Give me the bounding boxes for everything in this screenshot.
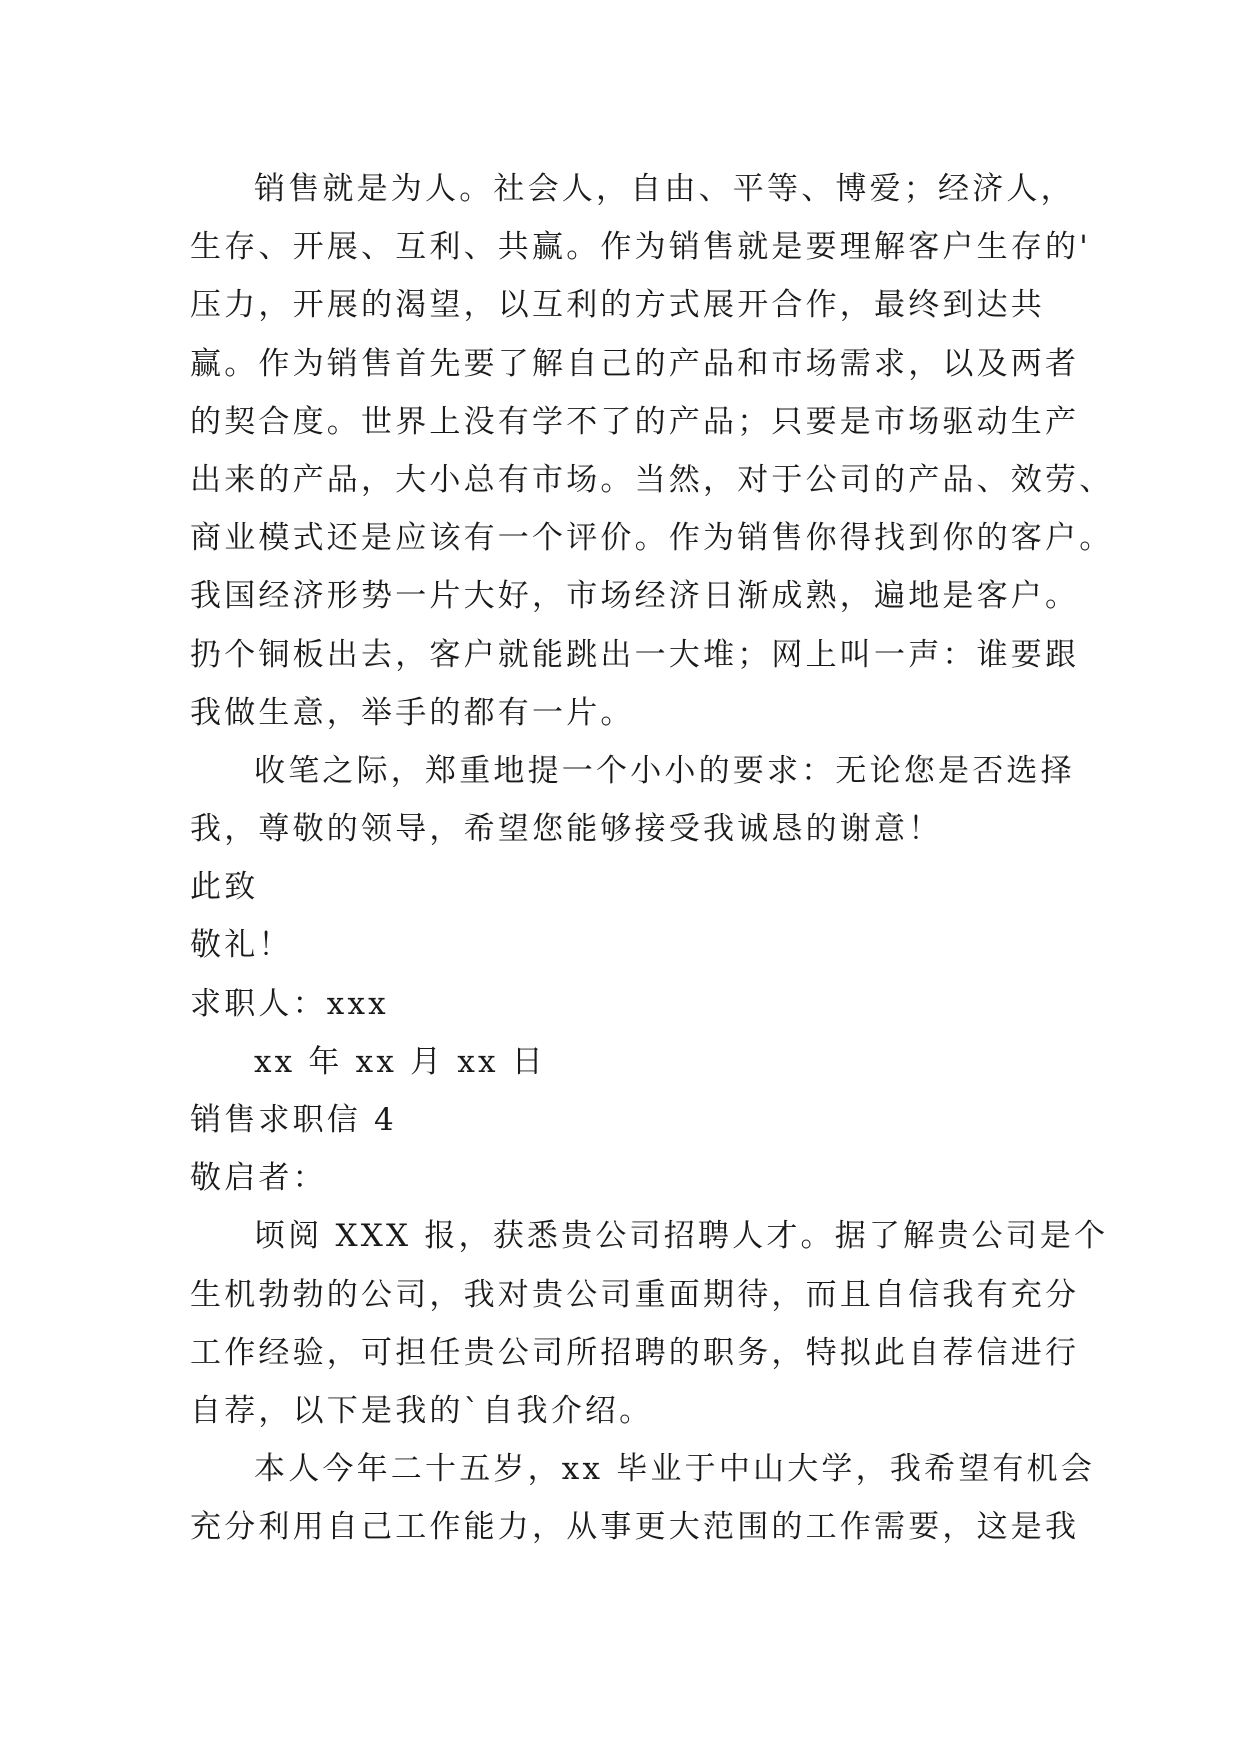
paragraph-line: 生机勃勃的公司，我对贵公司重面期待，而且自信我有充分 — [190, 1276, 1080, 1313]
paragraph-line: 压力，开展的渴望，以互利的方式展开合作，最终到达共 — [190, 287, 1045, 324]
paragraph-line: 收笔之际，郑重地提一个小小的要求：无论您是否选择 — [254, 752, 1075, 789]
section-heading: 销售求职信 4 — [190, 1102, 397, 1138]
closing-salutation: 此致 — [190, 869, 259, 906]
paragraph-line: 本人今年二十五岁，xx 毕业于中山大学，我希望有机会 — [254, 1451, 1096, 1488]
signature-date: xx 年 xx 月 xx 日 — [254, 1043, 546, 1080]
document-body — [190, 160, 1114, 1557]
paragraph-line: 出来的产品，大小总有市场。当然，对于公司的产品、效劳、 — [190, 461, 1114, 498]
paragraph-line: 我国经济形势一片大好，市场经济日渐成熟，遍地是客户。 — [190, 578, 1080, 615]
letter-greeting: 敬启者： — [190, 1160, 327, 1197]
paragraph-line: 顷阅 XXX 报，获悉贵公司招聘人才。据了解贵公司是个 — [254, 1218, 1109, 1255]
paragraph-line: 充分利用自己工作能力，从事更大范围的工作需要，这是我 — [190, 1509, 1080, 1546]
paragraph-line: 工作经验，可担任贵公司所招聘的职务，特拟此自荐信进行 — [190, 1334, 1080, 1371]
paragraph-line: 的契合度。世界上没有学不了的产品；只要是市场驱动生产 — [190, 403, 1080, 440]
paragraph-line: 赢。作为销售首先要了解自己的产品和市场需求，以及两者 — [190, 345, 1080, 382]
paragraph-line: 扔个铜板出去，客户就能跳出一大堆；网上叫一声：谁要跟 — [190, 636, 1080, 673]
closing-regards: 敬礼！ — [190, 927, 293, 964]
paragraph-line: 商业模式还是应该有一个评价。作为销售你得找到你的客户。 — [190, 520, 1114, 557]
signature-applicant: 求职人：xxx — [190, 985, 389, 1022]
paragraph-line: 销售就是为人。社会人，自由、平等、博爱；经济人， — [254, 171, 1075, 207]
paragraph-line: 我做生意，举手的都有一片。 — [190, 694, 635, 731]
paragraph-line: 生存、开展、互利、共赢。作为销售就是要理解客户生存的' — [190, 229, 1091, 266]
paragraph-line: 自荐，以下是我的`自我介绍。 — [190, 1392, 654, 1429]
paragraph-line: 我，尊敬的领导，希望您能够接受我诚恳的谢意！ — [190, 811, 943, 848]
